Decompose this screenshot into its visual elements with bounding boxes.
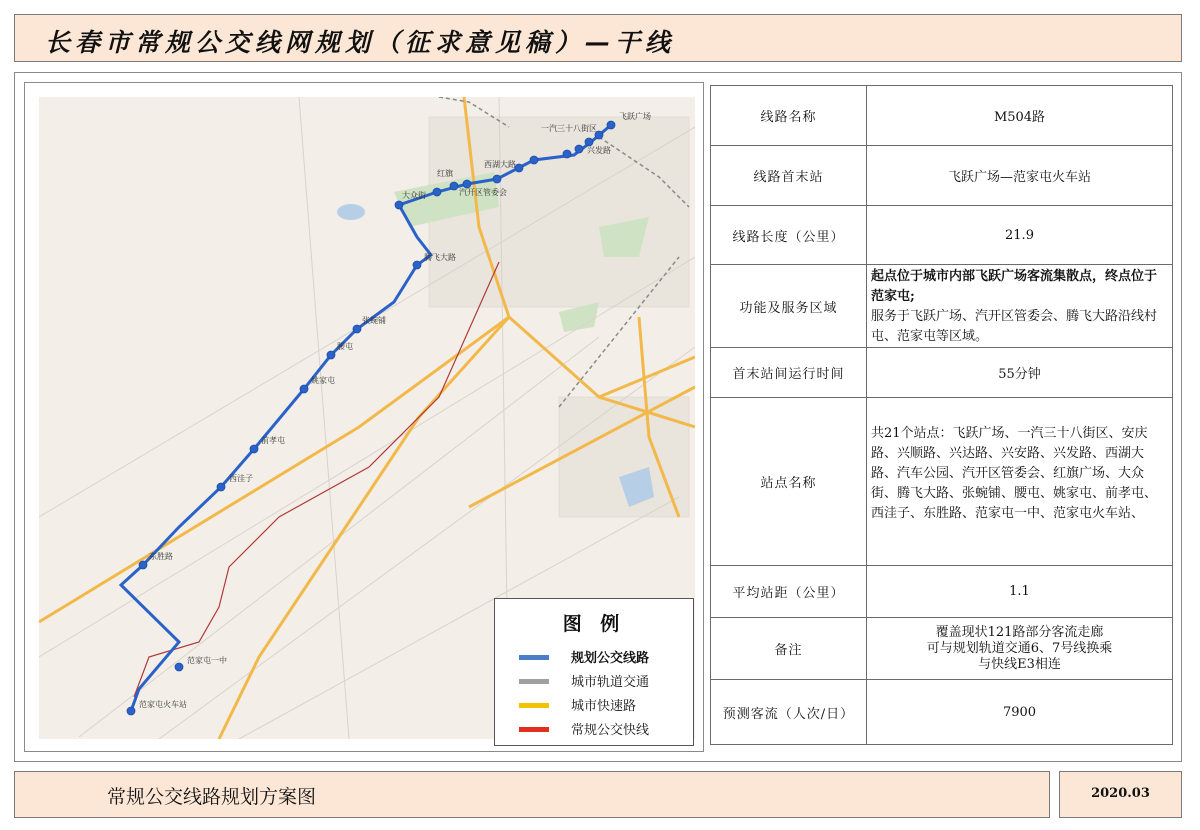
table-row bbox=[711, 348, 1173, 398]
remark-line: 与快线E3相连 bbox=[978, 656, 1061, 672]
footer-date: 2020.03 bbox=[1091, 786, 1150, 801]
stop-label: 汽开区管委会 bbox=[459, 188, 507, 197]
page-title: 长春市常规公交线网规划（征求意见稿）—干线 bbox=[45, 28, 676, 57]
footer-caption: 常规公交线路规划方案图 bbox=[107, 786, 317, 808]
field-label-stops: 站点名称 bbox=[711, 398, 867, 566]
stop-label: 一汽三十八街区 bbox=[541, 124, 597, 133]
table-row bbox=[711, 265, 1173, 348]
field-value-remarks bbox=[867, 618, 1173, 680]
footer-caption-bar bbox=[14, 771, 1050, 818]
field-label-service-area: 功能及服务区域 bbox=[711, 265, 867, 348]
stop-label: 腾飞大路 bbox=[424, 253, 456, 262]
stop-label: 范家屯火车站 bbox=[139, 700, 187, 709]
route-info-table bbox=[710, 85, 1173, 745]
stop-label: 西湖大路 bbox=[484, 160, 516, 169]
stop-label: 飞跃广场 bbox=[619, 112, 651, 121]
stop-label: 西洼子 bbox=[229, 474, 253, 483]
service-area-summary: 起点位于城市内部飞跃广场客流集散点，终点位于范家屯; bbox=[871, 269, 1158, 304]
service-area-detail: 服务于飞跃广场、汽开区管委会、腾飞大路沿线村屯、范家屯等区域。 bbox=[871, 309, 1158, 344]
stop-label: 红旗 bbox=[437, 169, 453, 178]
legend-title: 图 例 bbox=[562, 613, 626, 635]
table-row bbox=[711, 86, 1173, 146]
legend-item-expressway bbox=[519, 695, 689, 717]
stop-label: 姚家屯 bbox=[311, 376, 335, 385]
legend-label: 城市快速路 bbox=[571, 699, 637, 714]
remark-line: 可与规划轨道交通6、7号线换乘 bbox=[926, 640, 1113, 656]
legend-label: 常规公交快线 bbox=[571, 723, 650, 738]
stop-label: 前孝屯 bbox=[261, 436, 285, 445]
table-row bbox=[711, 398, 1173, 566]
stop-label: 兴发路 bbox=[587, 146, 611, 155]
field-label-remarks: 备注 bbox=[711, 618, 867, 680]
remark-line: 覆盖现状121路部分客流走廊 bbox=[935, 624, 1104, 640]
legend-label: 城市轨道交通 bbox=[571, 675, 650, 690]
field-value-length: 21.9 bbox=[867, 206, 1173, 265]
stop-label: 张蜿铺 bbox=[362, 316, 386, 325]
stop-label: 东胜路 bbox=[149, 552, 173, 561]
legend-item-planned-route bbox=[519, 647, 689, 669]
stop-label: 范家屯一中 bbox=[187, 656, 227, 665]
title-bar bbox=[14, 14, 1182, 62]
field-value-run-time: 55分钟 bbox=[867, 348, 1173, 398]
legend-swatch bbox=[519, 727, 549, 732]
stop-label: 大众街 bbox=[402, 191, 426, 200]
field-label-ridership: 预测客流（人次/日） bbox=[711, 680, 867, 745]
field-value-service-area bbox=[867, 265, 1173, 348]
field-value-ridership: 7900 bbox=[867, 680, 1173, 745]
legend-item-fast-bus bbox=[519, 719, 689, 741]
field-value-avg-spacing: 1.1 bbox=[867, 566, 1173, 618]
field-label-length: 线路长度（公里） bbox=[711, 206, 867, 265]
table-row bbox=[711, 566, 1173, 618]
legend-swatch bbox=[519, 655, 549, 660]
map-legend bbox=[494, 598, 694, 746]
field-value-terminals: 飞跃广场—范家屯火车站 bbox=[867, 146, 1173, 206]
field-label-route-name: 线路名称 bbox=[711, 86, 867, 146]
footer-date-bar bbox=[1059, 771, 1182, 818]
field-value-route-name: M504路 bbox=[867, 86, 1173, 146]
legend-swatch bbox=[519, 703, 549, 708]
field-label-avg-spacing: 平均站距（公里） bbox=[711, 566, 867, 618]
stop-label: 腰屯 bbox=[337, 342, 353, 351]
table-row bbox=[711, 680, 1173, 745]
legend-swatch bbox=[519, 679, 549, 684]
legend-label: 规划公交线路 bbox=[571, 651, 650, 666]
table-row bbox=[711, 618, 1173, 680]
table-row bbox=[711, 206, 1173, 265]
legend-item-rail bbox=[519, 671, 689, 693]
field-label-terminals: 线路首末站 bbox=[711, 146, 867, 206]
field-label-run-time: 首末站间运行时间 bbox=[711, 348, 867, 398]
field-value-stops: 共21个站点：飞跃广场、一汽三十八街区、安庆路、兴顺路、兴达路、兴安路、兴发路、西湖大路、汽车公园、汽开区管委会、红旗广场、大众街、腾飞大路、张蜿铺、腰屯、姚家屯、前孝屯、西洼子、东胜路、范家屯一中、范家屯火车站、 bbox=[867, 398, 1173, 566]
table-row bbox=[711, 146, 1173, 206]
